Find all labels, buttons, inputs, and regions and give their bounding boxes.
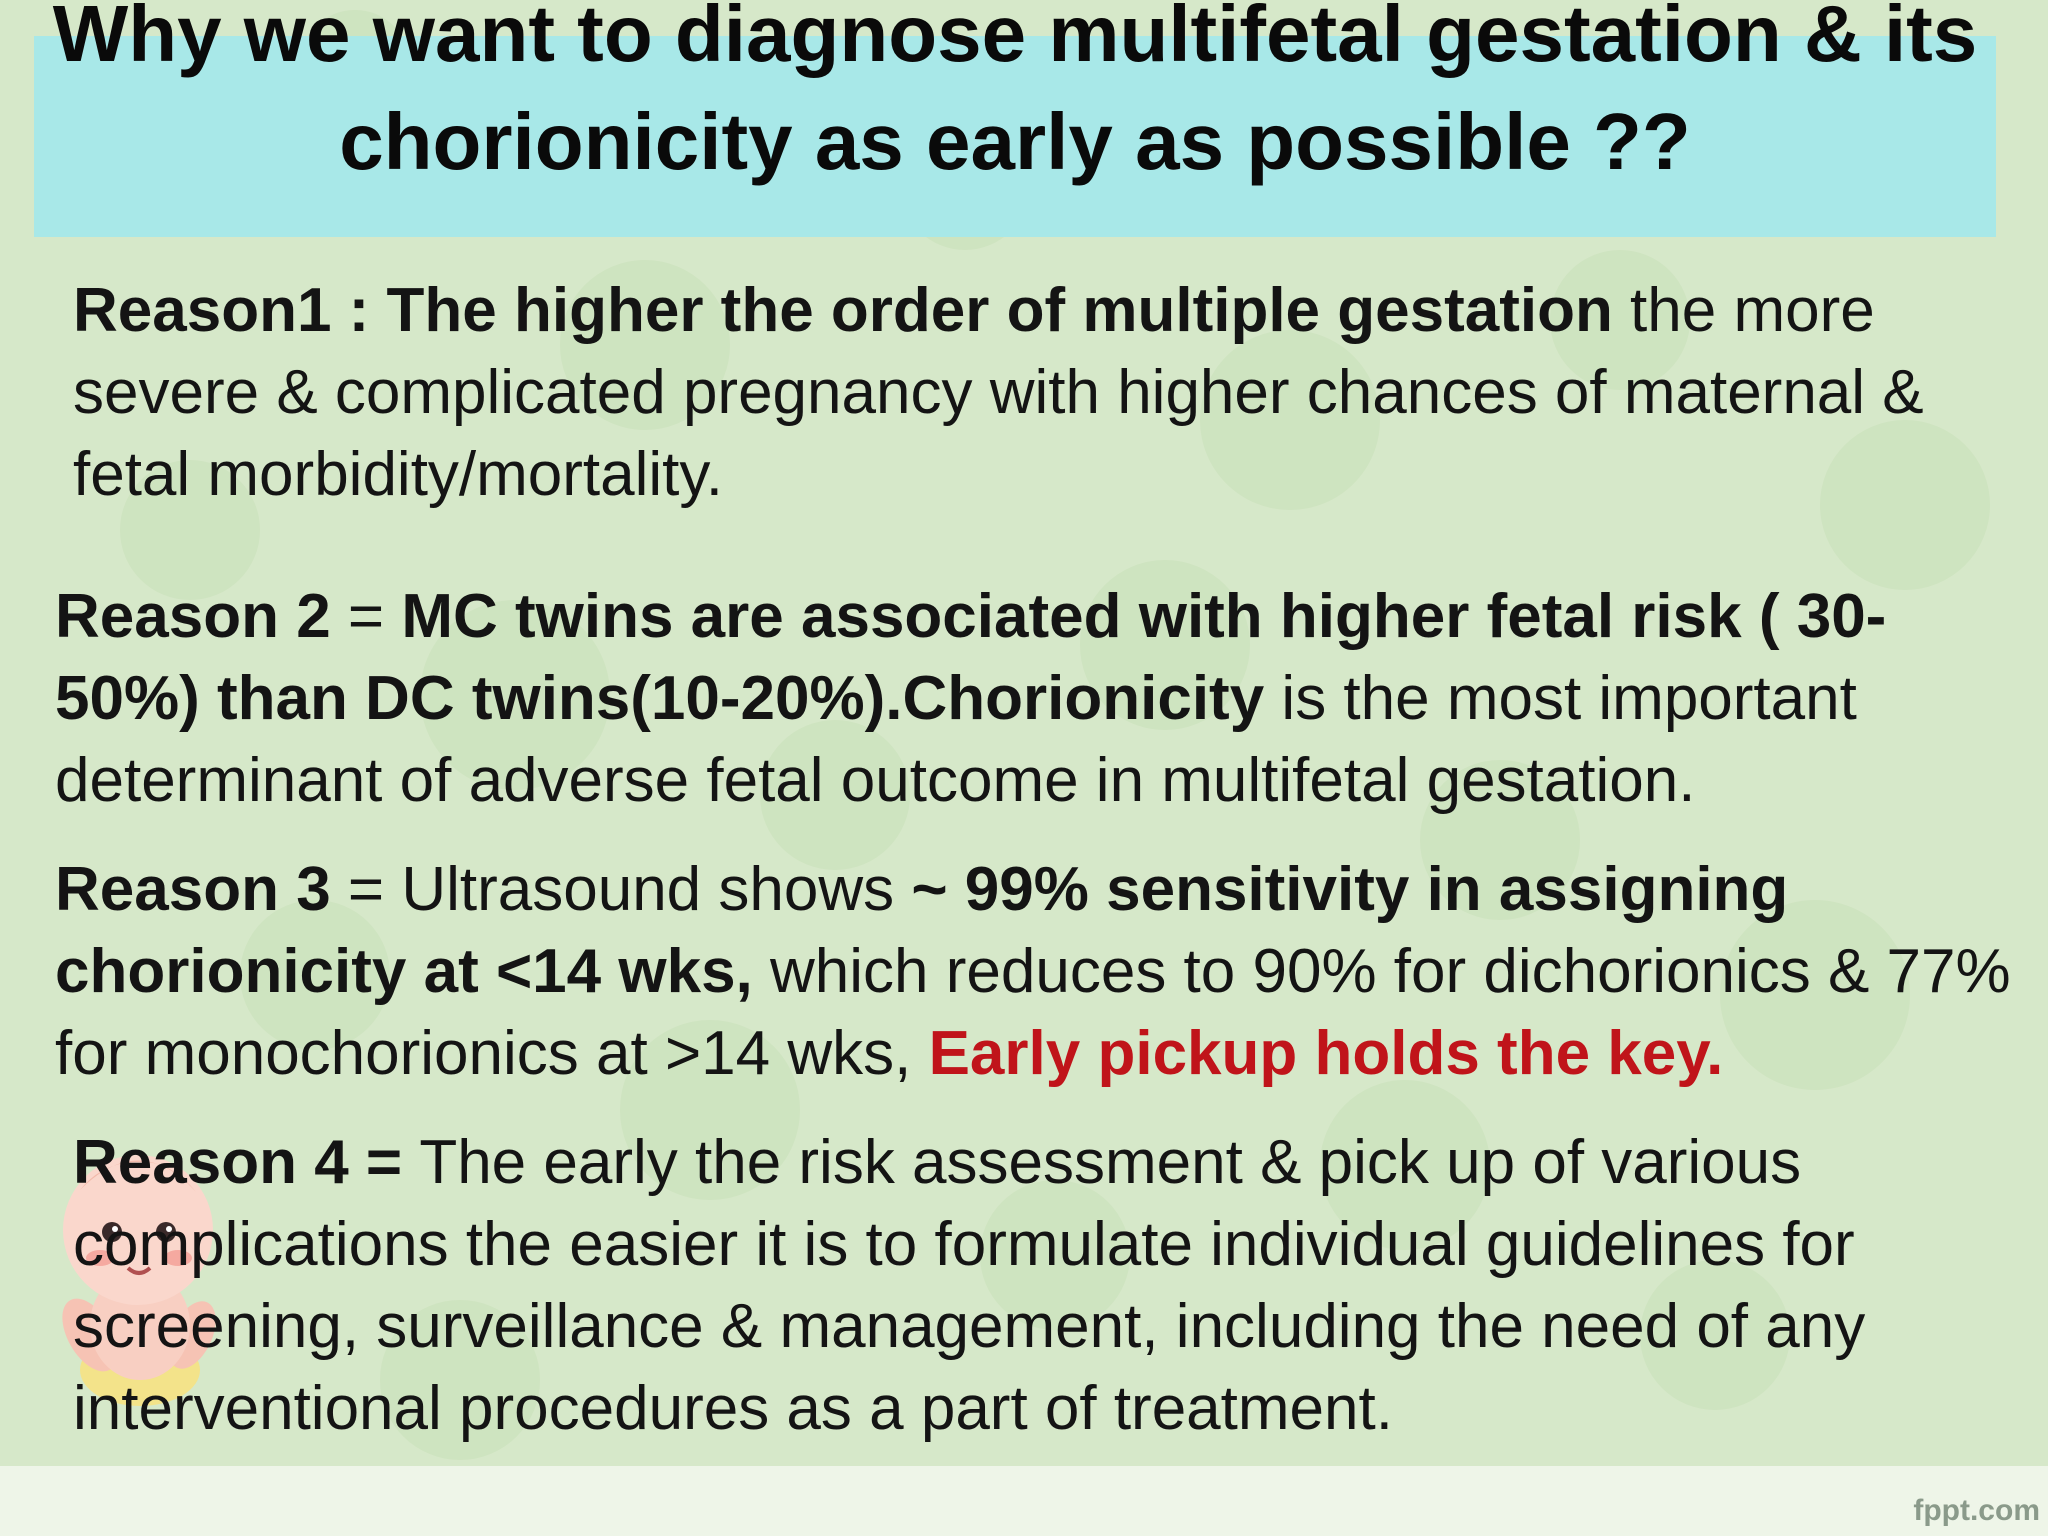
reason-1-heading: Reason1 : The higher the order of multiple gestation bbox=[73, 276, 1613, 345]
reason-3-heading: ~ 99% sensitivity in assigning chorionicity at <14 wks, bbox=[55, 855, 1789, 1006]
reason-4-text: The early the risk assessment & pick up of various complications the easier it is to formulate individual guidelines for screening, surveillance & management, including the need of any interventional procedures as a part of treatment. bbox=[73, 1128, 1866, 1443]
reason-1 bbox=[73, 270, 2013, 516]
reason-2-label: Reason 2 bbox=[55, 582, 331, 651]
reason-1-text: the more severe & complicated pregnancy with higher chances of maternal & fetal morbidity/mortality. bbox=[73, 276, 1924, 509]
reason-3-text-1: = Ultrasound shows bbox=[330, 855, 912, 924]
reason-3-highlight: Early pickup holds the key. bbox=[928, 1019, 1724, 1088]
footer-band bbox=[0, 1466, 2048, 1536]
reason-3-label: Reason 3 bbox=[55, 855, 331, 924]
reason-4 bbox=[73, 1122, 2013, 1450]
reason-2-text: is the most important determinant of adverse fetal outcome in multifetal gestation. bbox=[55, 664, 1857, 815]
slide-title: Why we want to diagnose multifetal gestation & its chorionicity as early as possible ?? bbox=[52, 0, 1978, 186]
reason-4-heading: Reason 4 = bbox=[73, 1128, 420, 1197]
brand-watermark: fppt.com bbox=[1913, 1494, 2040, 1527]
reason-2-heading: MC twins are associated with higher fetal risk ( 30-50%) than DC twins(10-20%).Chorionicity bbox=[55, 582, 1887, 733]
reason-3 bbox=[55, 849, 2015, 1095]
reason-2-equals: = bbox=[330, 582, 402, 651]
reason-2 bbox=[55, 576, 2015, 822]
reason-3-text-2: which reduces to 90% for dichorionics & 77% for monochorionics at >14 wks, bbox=[55, 937, 2011, 1088]
